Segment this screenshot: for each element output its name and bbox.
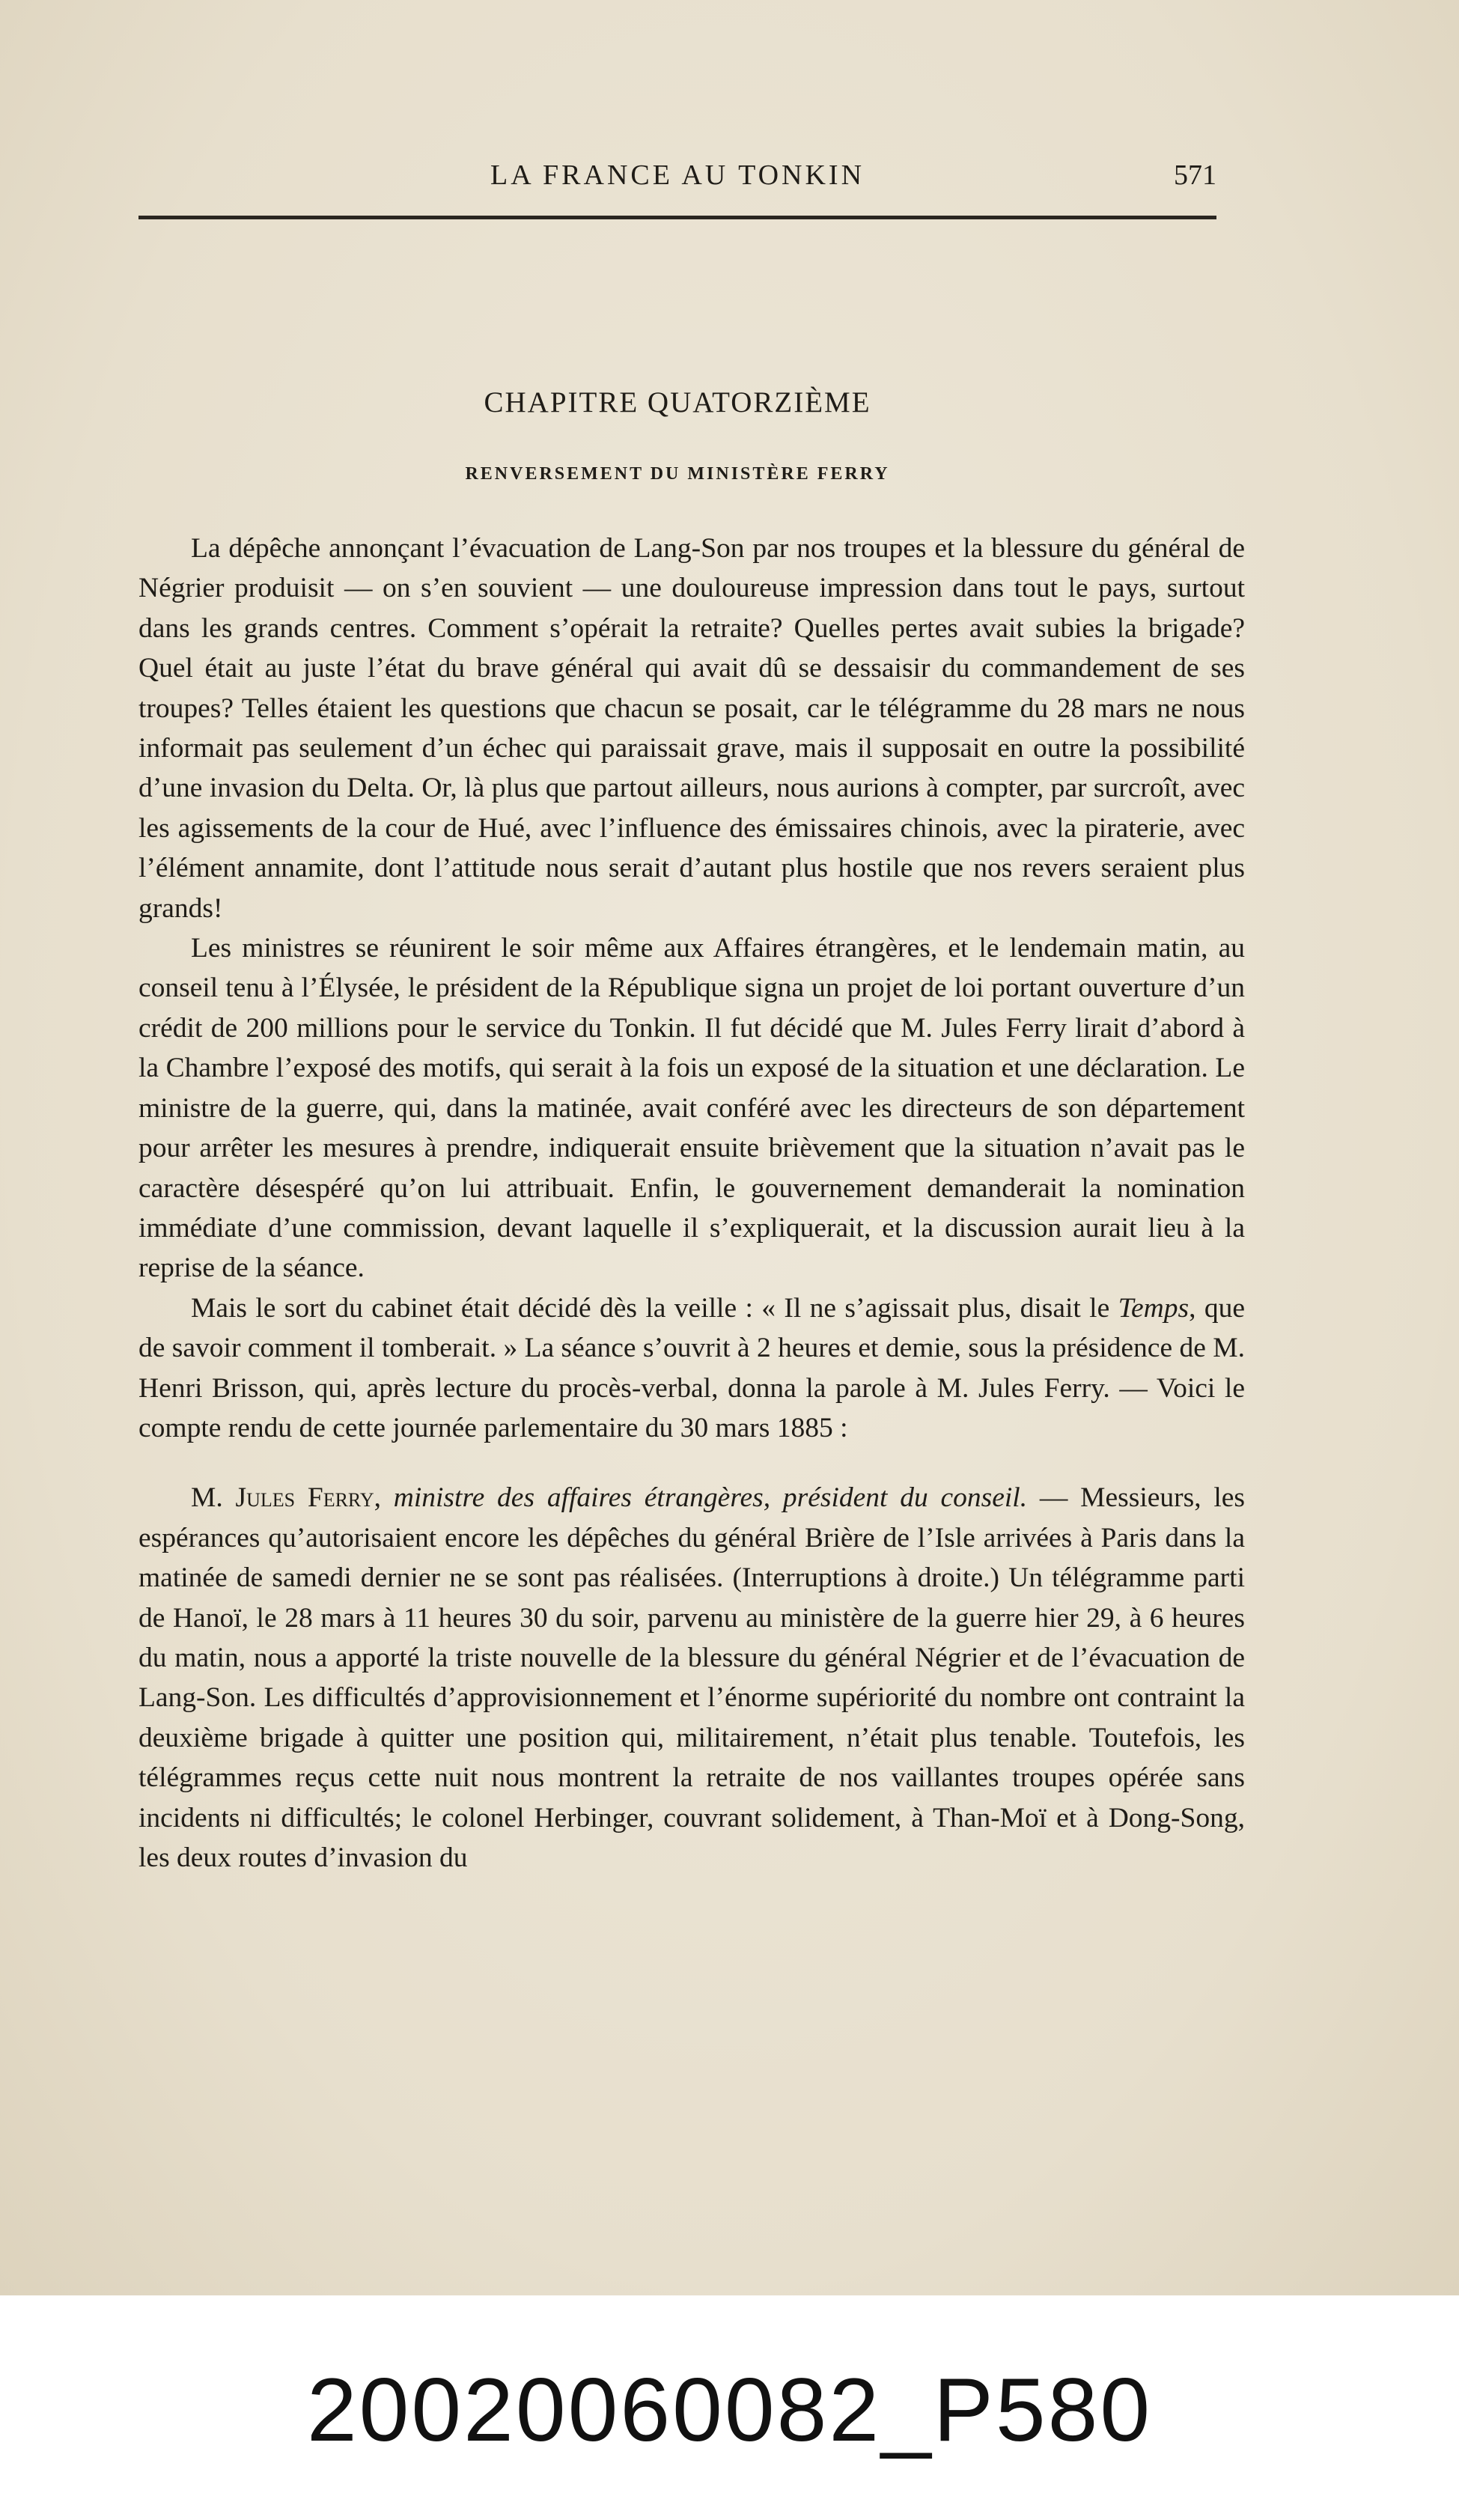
newspaper-title: Temps: [1118, 1292, 1190, 1324]
paragraph-text: — Messieurs, les espérances qu’autorisaient encore les dépêches du général Brière de l’Isle arrivées à Paris dans la matinée de samedi dernier ne se sont pas réalisées. (Interruptions à droite.) Un télégramme parti de Hanoï, le 28 mars à 11 heures 30 du soir, parvenu au ministère de la guerre hier 29, à 6 heures du matin, nous a apporté la triste nouvelle de la blessure du général Négrier et de l’évacuation de Lang-Son. Les difficultés d’approvisionnement et l’énorme supériorité du nombre ont contraint la deuxième brigade à quitter une position qui, militairement, n’était plus tenable. Toutefois, les télégrammes reçus cette nuit nous montrent la retraite de nos vaillantes troupes opérée sans incidents ni difficultés; le colonel Herbinger, couvrant solidement, à Than-Moï et à Dong-Song, les deux routes d’invasion du: [138, 1482, 1246, 1873]
image-id-label: 20020060082_P580: [306, 2360, 1153, 2460]
page-number: 571: [1174, 159, 1216, 191]
paragraph: [138, 1478, 1245, 1878]
running-title: LA FRANCE AU TONKIN: [490, 159, 865, 191]
speaker-name: M. Jules Ferry,: [191, 1482, 381, 1514]
running-header: [138, 159, 1216, 196]
header-rule: [138, 216, 1216, 219]
paragraph: [138, 1288, 1245, 1449]
chapter-title: CHAPITRE QUATORZIÈME: [484, 386, 871, 419]
speaker-role: ministre des affaires étrangères, président du conseil.: [393, 1482, 1028, 1514]
paragraph-text: , que de savoir comment il tomberait. » La séance s’ouvrit à 2 heures et demie, sous la présidence de M. Henri Brisson, qui, après lecture du procès-verbal, donna la parole à M. Jules Ferry. — Voici le compte rendu de cette journée parlementaire du 30 mars 1885 :: [138, 1292, 1245, 1443]
paragraph-text: Mais le sort du cabinet était décidé dès la veille : « Il ne s’agissait plus, disait le: [191, 1292, 1118, 1324]
paragraph: Les ministres se réunirent le soir même aux Affaires étrangères, et le lendemain matin, au conseil tenu à l’Élysée, le président de la République signa un projet de loi portant ouverture d’un crédit de 200 millions pour le service du Tonkin. Il fut décidé que M. Jules Ferry lirait d’abord à la Chambre l’exposé des motifs, qui serait à la fois un exposé de la situation et une déclaration. Le ministre de la guerre, qui, dans la matinée, avait conféré avec les directeurs de son département pour arrêter les mesures à prendre, indiquerait ensuite brièvement que la situation n’avait pas le caractère désespéré qu’on lui attribuait. Enfin, le gouvernement demanderait la nomination immédiate d’une commission, devant laquelle il s’expliquerait, et la discussion aurait lieu à la reprise de la séance.: [138, 933, 1245, 1284]
section-title: RENVERSEMENT DU MINISTÈRE FERRY: [465, 464, 890, 484]
paragraph: La dépêche annonçant l’évacuation de Lang-Son par nos troupes et la blessure du général de Négrier produisit — on s’en souvient — une douloureuse impression dans tout le pays, surtout dans les grands centres. Comment s’opérait la retraite? Quelles pertes avait subies la brigade? Quel était au juste l’état du brave général qui avait dû se dessaisir du commandement de ses troupes? Telles étaient les questions que chacun se posait, car le télégramme du 28 mars ne nous informait pas seulement d’un échec qui paraissait grave, mais il supposait en outre la possibilité d’une invasion du Delta. Or, là plus que partout ailleurs, nous aurions à compter, par surcroît, avec les agissements de la cour de Hué, avec l’influence des émissaires chinois, avec la piraterie, avec l’élément annamite, dont l’attitude nous serait d’autant plus hostile que nos revers seraient plus grands!: [138, 533, 1245, 924]
body-text: [138, 529, 1245, 1878]
